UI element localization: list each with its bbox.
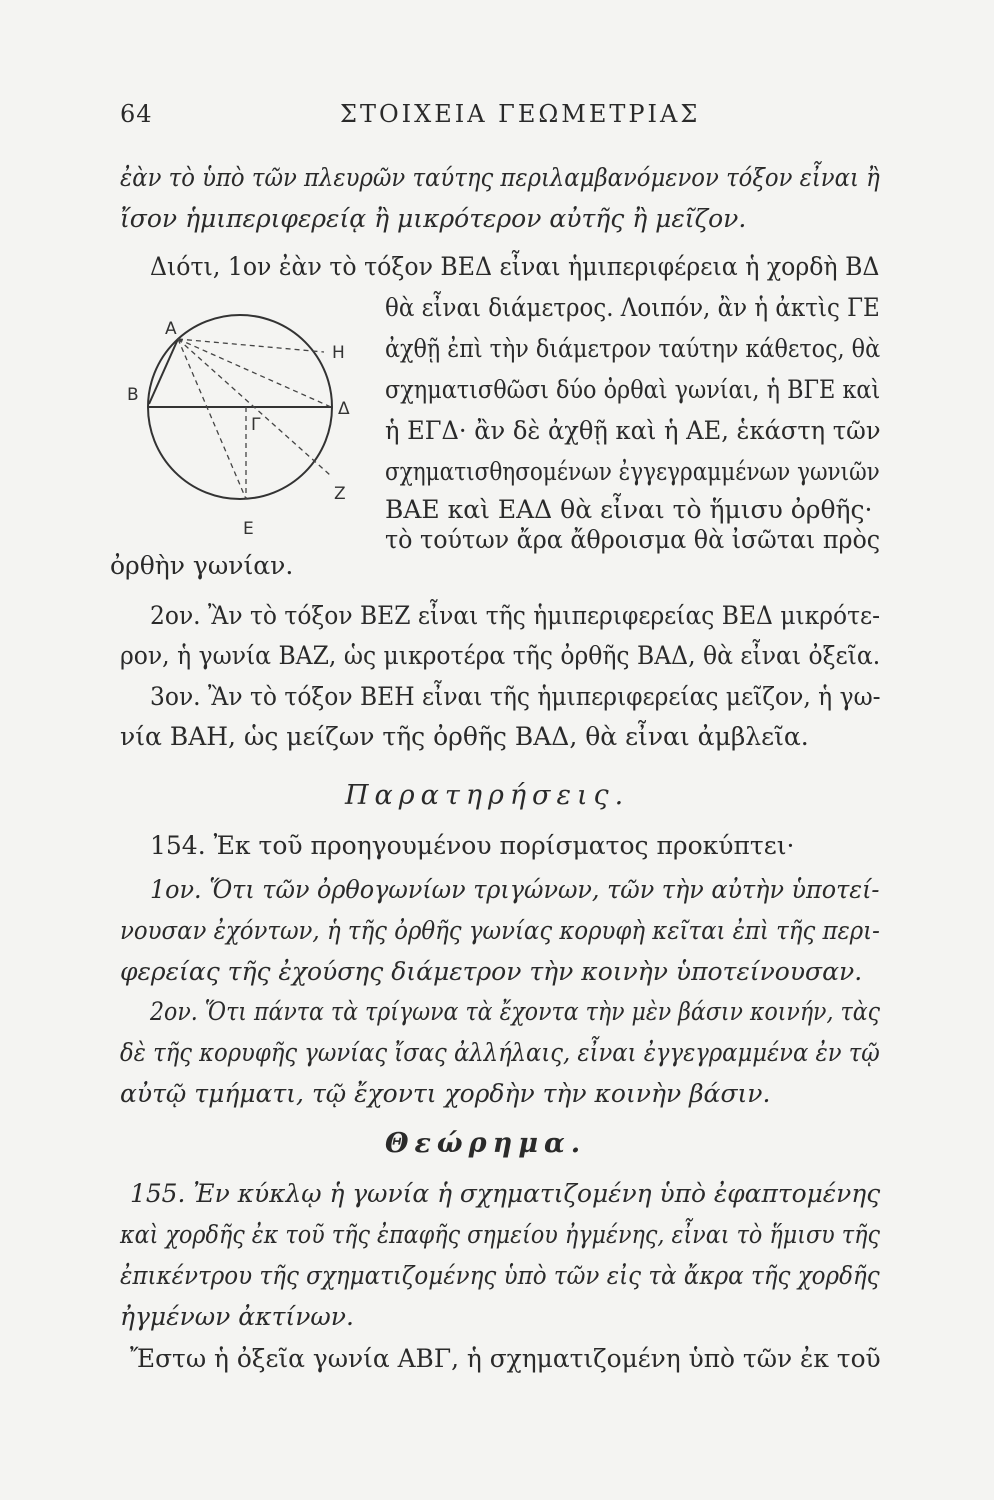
label-D: Δ bbox=[338, 399, 350, 419]
text-line: θὰ εἶναι διάμετρος. Λοιπόν, ἂν ἡ ἀκτὶς ΓΕ bbox=[385, 293, 880, 322]
text-line: ΒΑΕ καὶ ΕΑΔ θὰ εἶναι τὸ ἥμισυ ὀρθῆς· bbox=[385, 495, 873, 524]
text-line: ὀρθὴν γωνίαν. bbox=[110, 551, 294, 580]
text-line: 2ον. Ἂν τὸ τόξον ΒΕΖ εἶναι τῆς ἡμιπεριφερείας ΒΕΔ μικρότε- bbox=[150, 601, 881, 630]
theorem-heading: Θεώρημα. bbox=[385, 1128, 587, 1159]
circle-diagram bbox=[110, 300, 360, 550]
text-line: 155. Ἐν κύκλῳ ἡ γωνία ἡ σχηματιζομένη ὑπὸ ἐφαπτομένης bbox=[130, 1179, 881, 1208]
page-number: 64 bbox=[120, 100, 153, 128]
text-line: 2ον. Ὅτι πάντα τὰ τρίγωνα τὰ ἔχοντα τὴν μὲν βάσιν κοινήν, τὰς bbox=[150, 997, 880, 1026]
text-line: ἐὰν τὸ ὑπὸ τῶν πλευρῶν ταύτης περιλαμβανόμενον τόξον εἶναι ἢ bbox=[120, 163, 880, 192]
chord-AB bbox=[149, 339, 178, 404]
text-line: 1ον. Ὅτι τῶν ὀρθογωνίων τριγώνων, τῶν τὴν αὐτὴν ὑποτεί- bbox=[150, 875, 880, 904]
dash-AD bbox=[178, 339, 331, 407]
dash-AE bbox=[178, 339, 246, 499]
text-line: καὶ χορδῆς ἐκ τοῦ τῆς ἐπαφῆς σημείου ἠγμένης, εἶναι τὸ ἥμισυ τῆς bbox=[120, 1220, 880, 1249]
text-line: ρον, ἡ γωνία ΒΑΖ, ὡς μικροτέρα τῆς ὀρθῆς ΒΑΔ, θὰ εἶναι ὀξεῖα. bbox=[120, 641, 881, 670]
page-header bbox=[120, 100, 880, 140]
label-H: Η bbox=[332, 343, 345, 363]
text-line: Ἔστω ἡ ὀξεῖα γωνία ΑΒΓ, ἡ σχηματιζομένη ὑπὸ τῶν ἐκ τοῦ bbox=[130, 1344, 881, 1373]
text-line: νουσαν ἐχόντων, ἡ τῆς ὀρθῆς γωνίας κορυφὴ κεῖται ἐπὶ τῆς περι- bbox=[120, 916, 880, 945]
text-line: ἐπικέντρου τῆς σχηματιζομένης ὑπὸ τῶν εἰς τὰ ἄκρα τῆς χορδῆς bbox=[120, 1261, 880, 1290]
label-Z: Ζ bbox=[334, 484, 346, 504]
text-line: σχηματισθῶσι δύο ὀρθαὶ γωνίαι, ἡ ΒΓΕ καὶ bbox=[385, 375, 881, 404]
text-line: τὸ τούτων ἄρα ἄθροισμα θὰ ἰσῶται πρὸς bbox=[385, 525, 881, 554]
text-line: ἡ ΕΓΔ· ἂν δὲ ἀχθῇ καὶ ἡ ΑΕ, ἑκάστη τῶν bbox=[385, 416, 881, 445]
label-E: Ε bbox=[243, 519, 254, 539]
running-title: ΣΤΟΙΧΕΙΑ ΓΕΩΜΕΤΡΙΑΣ bbox=[340, 100, 701, 128]
text-line: ἴσον ἡμιπεριφερείᾳ ἢ μικρότερον αὐτῆς ἢ μεῖζον. bbox=[120, 204, 747, 233]
text-line: φερείας τῆς ἐχούσης διάμετρον τὴν κοινὴν ὑποτείνουσαν. bbox=[120, 957, 863, 986]
text-line: ἠγμένων ἀκτίνων. bbox=[120, 1302, 354, 1331]
text-line: δὲ τῆς κορυφῆς γωνίας ἴσας ἀλλήλαις, εἶναι ἐγγεγραμμένα ἐν τῷ bbox=[120, 1038, 880, 1067]
dash-AH bbox=[178, 339, 324, 352]
label-A: Α bbox=[165, 319, 177, 339]
label-G: Γ bbox=[251, 415, 261, 435]
label-B: Β bbox=[127, 385, 139, 405]
text-line: 3ον. Ἂν τὸ τόξον ΒΕΗ εἶναι τῆς ἡμιπεριφερείας μεῖζον, ἡ γω- bbox=[150, 682, 881, 711]
text-line: σχηματισθησομένων ἐγγεγραμμένων γωνιῶν bbox=[385, 457, 880, 486]
text-line: αὐτῷ τμήματι, τῷ ἔχοντι χορδὴν τὴν κοινὴν βάσιν. bbox=[120, 1079, 771, 1108]
text-line: Διότι, 1ον ἐὰν τὸ τόξον ΒΕΔ εἶναι ἡμιπεριφέρεια ἡ χορδὴ ΒΔ bbox=[150, 252, 880, 281]
text-line: ἀχθῇ ἐπὶ τὴν διάμετρον ταύτην κάθετος, θὰ bbox=[385, 334, 881, 363]
text-line: νία ΒΑΗ, ὡς μείζων τῆς ὀρθῆς ΒΑΔ, θὰ εἶναι ἀμβλεῖα. bbox=[120, 722, 809, 751]
text-line: 154. Ἐκ τοῦ προηγουμένου πορίσματος προκύπτει· bbox=[150, 831, 795, 860]
remarks-heading: Παρατηρήσεις. bbox=[345, 780, 630, 811]
